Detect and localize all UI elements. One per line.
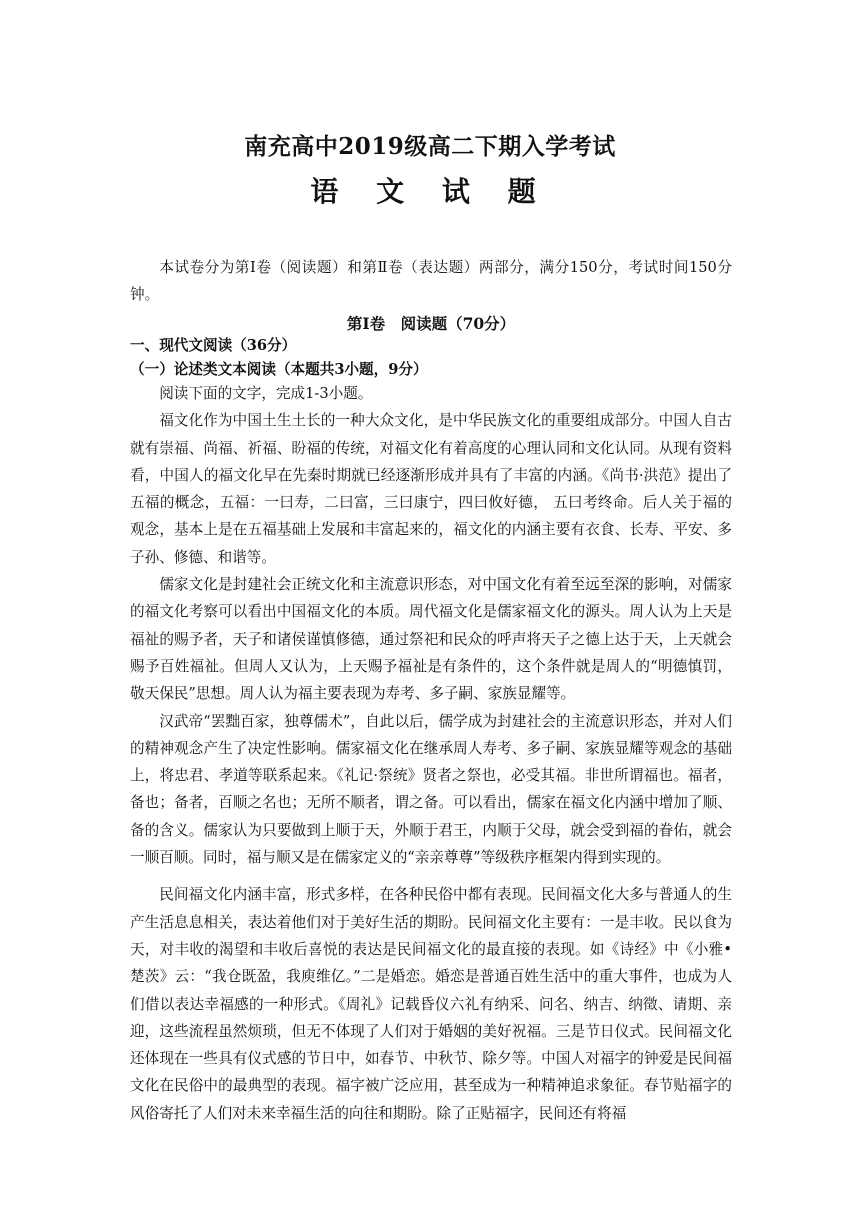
paragraph: 儒家文化是封建社会正统文化和主流意识形态，对中国文化有着至远至深的影响，对儒家的福文化考察可以看出中国福文化的本质。周代福文化是儒家福文化的源头。周人认为上天是福祉的赐予者，天子和诸侯谨慎修德，通过祭祀和民众的呼声将天子之德上达于天，上天就会赐予百姓福祉。但周人又认为，上天赐予福祉是有条件的，这个条件就是周人的“明德慎罚，敬天保民”思想。周人认为福主要表现为寿考、多子嗣、家族显耀等。 [130, 576, 732, 703]
paragraph: 汉武帝“罢黜百家，独尊儒术”，自此以后，儒学成为封建社会的主流意识形态，并对人们的精神观念产生了决定性影响。儒家福文化在继承周人寿考、多子嗣、家族显耀等观念的基础上，将忠君、孝道等联系起来。《礼记·祭统》贤者之祭也，必受其福。非世所谓福也。福者，备也；备者，百顺之名也；无所不顺者，谓之备。可以看出，儒家在福文化内涵中增加了顺、备的含义。儒家认为只要做到上顺于天，外顺于君王，内顺于父母，就会受到福的眷佑，就会一顺百顺。同时，福与顺又是在儒家定义的“亲亲尊尊”等级秩序框架内得到实现的。 [130, 712, 732, 867]
paragraph: 福文化作为中国土生土长的一种大众文化，是中华民族文化的重要组成部分。中国人自古就有崇福、尚福、祈福、盼福的传统，对福文化有着高度的心理认同和文化认同。从现有资料看，中国人的福文化早在先秦时期就已经逐渐形成并具有了丰富的内涵。《尚书·洪范》提出了五福的概念，五福：一曰寿，二曰富，三曰康宁，四曰攸好德， 五曰考终命。后人关于福的观念，基本上是在五福基础上发展和丰富起来的，福文化的内涵主要有衣食、长寿、平安、多子孙、修德、和谐等。 [130, 412, 732, 566]
section-title: 第Ⅰ卷 阅读题（70分） [346, 314, 516, 333]
intro-text: 本试卷分为第Ⅰ卷（阅读题）和第Ⅱ卷（表达题）两部分，满分150分，考试时间150分钟。 [130, 259, 732, 304]
paragraph: 民间福文化内涵丰富，形式多样，在各种民俗中都有表现。民间福文化大多与普通人的生产生活息息相关，表达着他们对于美好生活的期盼。民间福文化主要有：一是丰收。民以食为天，对丰收的渴望和丰收后喜悦的表达是民间福文化的最直接的表现。如《诗经》中《小雅•楚茨》云：“我仓既盈，我庾维亿。”二是婚恋。婚恋是普通百姓生活中的重大事件，也成为人们借以表达幸福感的一种形式。《周礼》记载昏仪六礼有纳采、问名、纳吉、纳徵、请期、亲迎，这些流程虽然烦琐，但无不体现了人们对于婚姻的美好祝福。三是节日仪式。民间福文化还体现在一些具有仪式感的节日中，如春节、中秋节、除夕等。中国人对福字的钟爱是民间福文化在民俗中的最典型的表现。福字被广泛应用，甚至成为一种精神追求象征。春节贴福字的风俗寄托了人们对未来幸福生活的向往和期盼。除了正贴福字，民间还有将福 [130, 886, 732, 1122]
subpart-heading: （一）论述类文本阅读（本题共3小题，9分） [130, 361, 428, 378]
part-heading: 一、现代文阅读（36分） [130, 337, 297, 354]
reading-passage [130, 380, 732, 1127]
instruction-text: 阅读下面的文字，完成1-3小题。 [159, 385, 373, 402]
intro-block [130, 254, 732, 309]
exam-title: 南充高中2019级高二下期入学考试 [244, 133, 616, 160]
subject-title: 语 文 试 题 [310, 175, 550, 208]
